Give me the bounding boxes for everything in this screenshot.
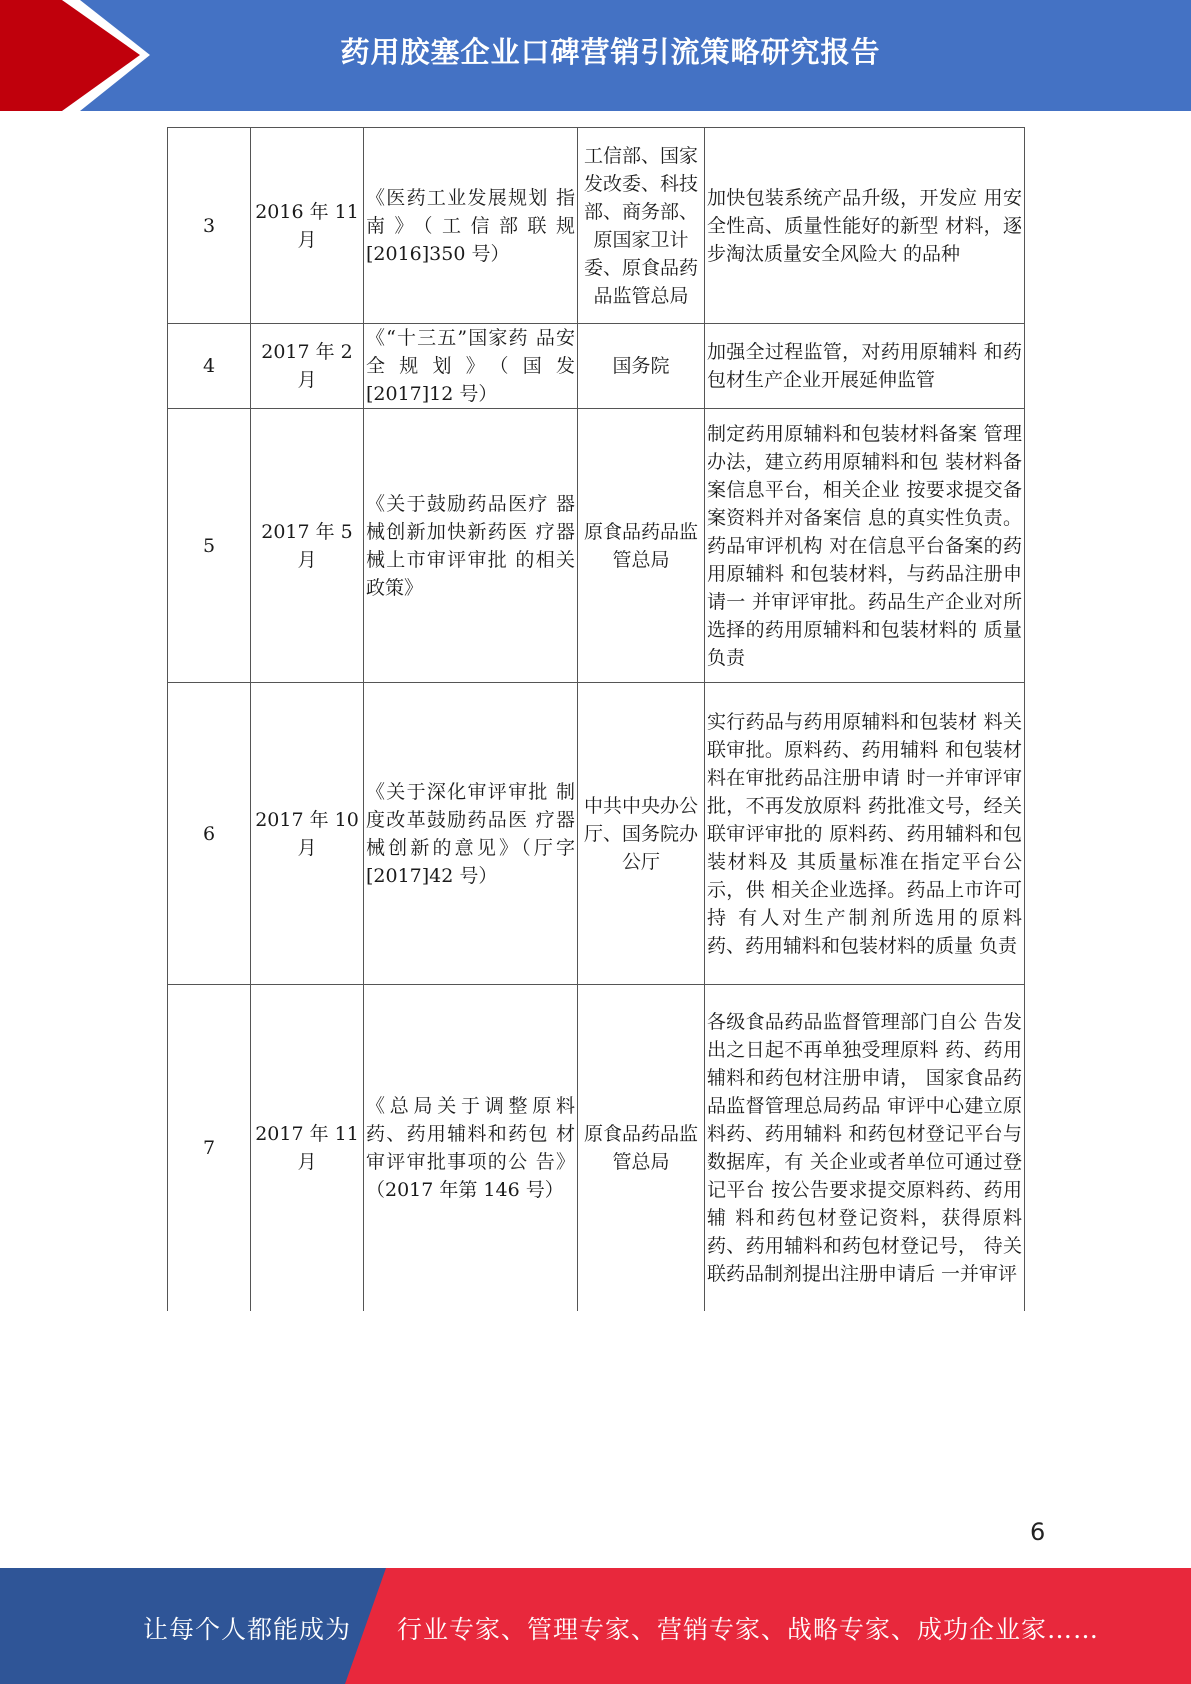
policy-content: 加强全过程监管，对药用原辅料 和药包材生产企业开展延伸监管 [705, 324, 1025, 409]
table-row [168, 324, 1025, 409]
document-name: 《总局关于调整原料 药、药用辅料和药包 材审评审批事项的公 告》（2017 年第 146 号） [364, 985, 578, 1311]
footer-slogan-left: 让每个人都能成为 [143, 1615, 352, 1644]
table-row [168, 683, 1025, 985]
row-number: 7 [168, 985, 251, 1311]
document-name: 《“十三五”国家药 品安全规划》（国发[2017]12 号） [364, 324, 578, 409]
policy-table-container [167, 127, 1024, 1311]
footer-banner [0, 1568, 1191, 1684]
issue-date: 2017 年 5 月 [251, 409, 364, 683]
page-number: 6 [1030, 1518, 1046, 1546]
header-arrow-decoration [0, 0, 160, 111]
issuing-department: 国务院 [578, 324, 705, 409]
issuing-department: 中共中央办公厅、国务院办公厅 [578, 683, 705, 985]
issue-date: 2017 年 2 月 [251, 324, 364, 409]
row-number: 6 [168, 683, 251, 985]
issuing-department: 原食品药品监管总局 [578, 409, 705, 683]
row-number: 4 [168, 324, 251, 409]
table-row [168, 409, 1025, 683]
row-number: 5 [168, 409, 251, 683]
issue-date: 2017 年 10 月 [251, 683, 364, 985]
policy-content: 实行药品与药用原辅料和包装材 料关联审批。原料药、药用辅料 和包装材料在审批药品注册申请 时一并审评审批，不再发放原料 药批准文号，经关联审评审批的 原料药、药用辅料和包装材料及 其质量标准在指定平台公示，供 相关企业选择。药品上市许可持 有人对生产制剂所选用的原料 药、药用辅料和包装材料的质量 负责 [705, 683, 1025, 985]
table-row [168, 985, 1025, 1311]
policy-content: 各级食品药品监督管理部门自公 告发出之日起不再单独受理原料 药、药用辅料和药包材注册申请， 国家食品药品监督管理总局药品 审评中心建立原料药、药用辅料 和药包材登记平台与数据库，有 关企业或者单位可通过登记平台 按公告要求提交原料药、药用辅 料和药包材登记资料，获得原料 药、药用辅料和药包材登记号， 待关联药品制剂提出注册申请后 一并审评 [705, 985, 1025, 1311]
issuing-department: 原食品药品监管总局 [578, 985, 705, 1311]
document-title: 药用胶塞企业口碑营销引流策略研究报告 [340, 35, 881, 69]
header-banner [0, 0, 1191, 111]
policy-content: 加快包装系统产品升级，开发应 用安全性高、质量性能好的新型 材料，逐步淘汰质量安全风险大 的品种 [705, 128, 1025, 324]
document-name: 《关于深化审评审批 制度改革鼓励药品医 疗器械创新的意见》（厅字[2017]42 号） [364, 683, 578, 985]
document-name: 《关于鼓励药品医疗 器械创新加快新药医 疗器械上市审评审批 的相关政策》 [364, 409, 578, 683]
table-row [168, 128, 1025, 324]
issue-date: 2016 年 11 月 [251, 128, 364, 324]
document-name: 《医药工业发展规划 指南》（工信部联规[2016]350 号） [364, 128, 578, 324]
issue-date: 2017 年 11 月 [251, 985, 364, 1311]
footer-slogan-right: 行业专家、管理专家、营销专家、战略专家、成功企业家…… [397, 1615, 1100, 1644]
policy-table [167, 127, 1025, 1311]
row-number: 3 [168, 128, 251, 324]
policy-content: 制定药用原辅料和包装材料备案 管理办法，建立药用原辅料和包 装材料备案信息平台，相关企业 按要求提交备案资料并对备案信 息的真实性负责。药品审评机构 对在信息平台备案的药用原辅料 和包装材料，与药品注册申请一 并审评审批。药品生产企业对所 选择的药用原辅料和包装材料的 质量负责 [705, 409, 1025, 683]
issuing-department: 工信部、国家发改委、科技部、商务部、原国家卫计委、原食品药品监管总局 [578, 128, 705, 324]
